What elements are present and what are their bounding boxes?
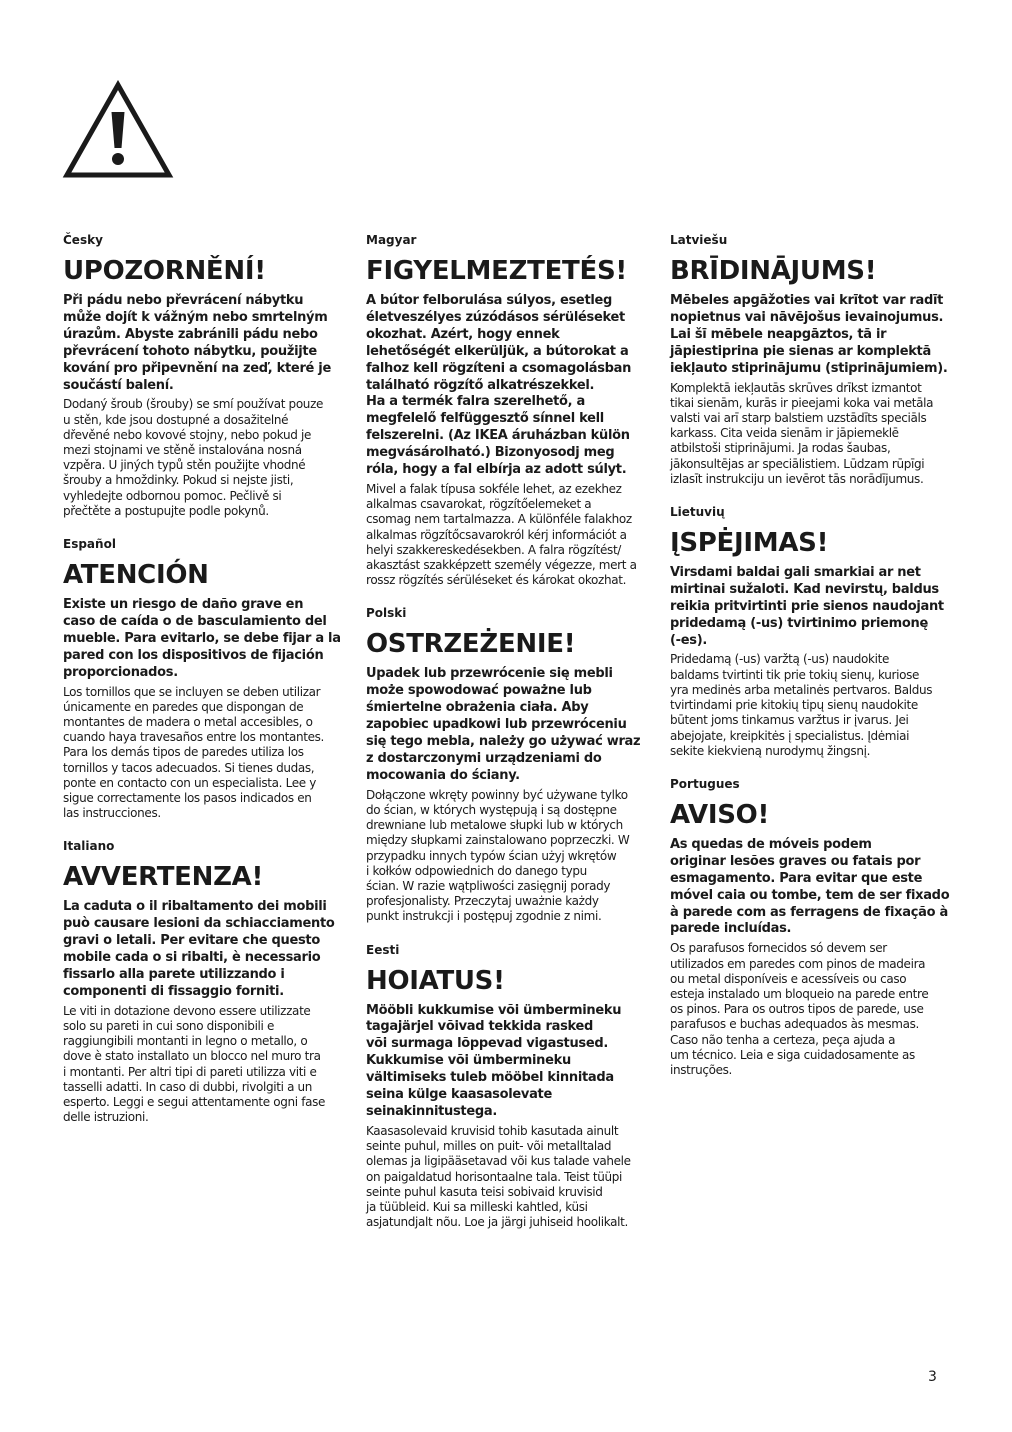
language-label: Lietuvių xyxy=(670,504,725,519)
language-label: Česky xyxy=(63,233,103,247)
warning-details: Dołączone wkręty powinny być używane tylko do ścian, w których występują i są dostępne drewniane lub metalowe słupki lub w których między słupkami zainstalowano poprzeczki. W przypadku innych typów ścian użyj wkrętów i kołków odpowiednich do danego typu ścian. W razie wątpliwości zasięgnij porady profesjonalisty. Przeczytaj uważnie każdy punkt instrukcji i postępuj zgodnie z nimi. xyxy=(366,787,630,924)
language-label: Polski xyxy=(366,606,407,621)
warning-details: Os parafusos fornecidos só devem ser utilizados em paredes com pinos de madeira ou metal disponíveis e acessíveis ou caso esteja instalado um bloqueio na parede entre os pinos. Para os outros tipos de parede, use parafusos e buchas adequados às mesmas. Caso não tenha a certeza, peça ajuda a um técnico. Leia e siga cuidadosamente as instruções. xyxy=(670,941,929,1077)
section-latvian xyxy=(670,232,952,487)
warning-title: FIGYELMEZTETÉS! xyxy=(366,256,627,286)
page-number: 3 xyxy=(928,1369,937,1385)
section-spanish xyxy=(63,536,345,821)
warning-details: Kaasasolevaid kruvisid tohib kasutada ainult seinte puhul, milles on puit- või metalltalad olemas ja ligipääsetavad või kus talade vahele on paigaldatud horisontaalne tala. Teist tüüpi seinte puhul kasuta teisi sobivaid kruvisid ja tüübleid. Kui sa milleski kahtled, küsi asjatundjalt nõu. Loe ja järgi juhiseid hoolikalt. xyxy=(366,1123,631,1230)
warning-summary: Existe un riesgo de daño grave en caso de caída o de basculamiento del mueble. Para evitarlo, se debe fijar a la pared con los dispositivos de fijación proporcionados. xyxy=(63,597,341,680)
warning-title: HOIATUS! xyxy=(366,965,505,996)
warning-summary: A bútor felborulása súlyos, esetleg életveszélyes zúzódásos sérüléseket okozhat. Azért, hogy ennek lehetőségét elkerüljük, a bútorokat a falhoz kell rögzíteni a csomagolásban található rögzítő alkatrészekkel. Ha a termék falra szerelhető, a megfelelő felfüggesztő sínnel kell felszerelni. (Az IKEA áruházban külön megvásárolható.) Bizonyosodj meg róla, hogy a fal elbírja az adott súlyt. xyxy=(366,293,632,478)
warning-summary: Mööbli kukkumise või ümbermineku tagajärjel võivad tekkida rasked või surmaga lõppevad vigastused. Kukkumise või ümbermineku vältimiseks tuleb mööbel kinnitada seina külge kaasasolevate seinakinnitustega. xyxy=(366,1002,622,1119)
section-estonian xyxy=(366,942,648,1231)
column-2 xyxy=(366,232,648,1247)
warning-summary: Při pádu nebo převrácení nábytku může dojít k vážným nebo smrtelným úrazům. Abyste zabránili pádu nebo převrácení tohoto nábytku, použijte kování pro připevnění na zeď, které je součástí balení. xyxy=(63,293,331,393)
section-portuguese xyxy=(670,776,952,1078)
warning-summary: Upadek lub przewrócenie się mebli może spowodować poważne lub śmiertelne obrażenia ciała. Aby zapobiec upadkowi lub przewróceniu się tego mebla, należy go używać wraz z dostarczonymi urządzeniami do mocowania do ściany. xyxy=(366,666,641,783)
section-lithuanian xyxy=(670,504,952,759)
warning-details: Pridedamą (-us) varžtą (-us) naudokite baldams tvirtinti tik prie tokių sienų, kuriose yra medinės arba metalinės pertvaros. Baldus tvirtindami prie kitokių tipų sienų naudokite būtent joms tinkamus varžtus ir įvarus. Jei abejojate, kreipkitės į specialistus. Įdėmiai sekite kiekvieną nurodymų žingsnį. xyxy=(670,652,933,758)
warning-title: OSTRZEŻENIE! xyxy=(366,629,576,660)
warning-title: BRĪDINĀJUMS! xyxy=(670,256,877,286)
warning-title: UPOZORNĚNÍ! xyxy=(63,256,266,286)
section-hungarian xyxy=(366,232,648,588)
language-label: Eesti xyxy=(366,942,400,957)
language-label: Portugues xyxy=(670,776,740,791)
language-label: Español xyxy=(63,537,116,552)
section-czech xyxy=(63,232,345,519)
warning-summary: Mēbeles apgāžoties vai krītot var radīt nopietnus vai nāvējošus ievainojumus. Lai šī mēbele neapgāztos, tā ir jāpiestiprina pie sienas ar komplektā iekļauto stiprinājumu (stiprinājumiem). xyxy=(670,293,948,376)
language-label: Latviešu xyxy=(670,233,728,247)
column-3 xyxy=(670,232,952,1095)
warning-summary: La caduta o il ribaltamento dei mobili può causare lesioni da schiacciamento gravi o letali. Per evitare che questo mobile cada o si ribalti, è necessario fissarlo alla parete utilizzando i componenti di fissaggio forniti. xyxy=(63,899,335,999)
language-label: Magyar xyxy=(366,233,417,247)
warning-details: Mivel a falak típusa sokféle lehet, az ezekhez alkalmas csavarokat, rögzítőelemeket a csomag nem tartalmazza. A különféle falakhoz alkalmas rögzítőcsavarokról kérj információt a helyi szakkereskedésekben. A falra rögzítést/ akasztást szakképzett személy végezze, mert a rossz rögzítés sérüléseket és károkat okozhat. xyxy=(366,481,637,588)
warning-title: AVVERTENZA! xyxy=(63,862,264,893)
warning-summary: Virsdami baldai gali smarkiai ar net mirtinai sužaloti. Kad nevirstų, baldus reikia pritvirtinti prie sienos naudojant pridedamą (-us) tvirtinimo priemonę (-es). xyxy=(670,564,944,648)
column-1 xyxy=(63,232,345,1142)
warning-title: ĮSPĖJIMAS! xyxy=(670,527,829,558)
warning-details: Dodaný šroub (šrouby) se smí používat pouze u stěn, kde jsou dostupné a dosažitelné dřevěné nebo kovové stojny, nebo pokud je mezi stojnami ve stěně instalována nosná vzpěra. U jiných typů stěn použijte vhodné šrouby a hmoždinky. Pokud si nejste jisti, vyhledejte odbornou pomoc. Pečlivě si přečtěte a postupujte podle pokynů. xyxy=(63,397,324,518)
warning-details: Komplektā iekļautās skrūves drīkst izmantot tikai sienām, kurās ir pieejami koka vai metāla valsti vai arī starp balstiem uzstādīts speciāls karkass. Cita veida sienām ir jāpiemeklē atbilstoši stiprinājumi. Ja rodas šaubas, jākonsultējas ar speciālistiem. Lūdzam rūpīgi izlasīt instrukciju un ievērot tās norādījumus. xyxy=(670,380,934,486)
warning-title: ATENCIÓN xyxy=(63,560,209,591)
warning-details: Los tornillos que se incluyen se deben utilizar únicamente en paredes que dispongan de montantes de madera o metal accesibles, o cuando haya travesaños entre los montantes. Para los demás tipos de paredes utiliza los tornillos y tacos adecuados. Si tienes dudas, ponte en contacto con un especialista. Lee y sigue correctamente los pasos indicados en las instrucciones. xyxy=(63,684,324,821)
warning-details: Le viti in dotazione devono essere utilizzate solo su pareti in cui sono disponibili e raggiungibili montanti in legno o metallo, o dove è stato installato un blocco nel muro tra i montanti. Per altri tipi di pareti utilizza viti e tasselli adatti. In caso di dubbi, rivolgiti a un esperto. Leggi e segui attentamente ogni fase delle istruzioni. xyxy=(63,1003,326,1125)
warning-triangle-icon xyxy=(62,80,174,180)
warning-summary: As quedas de móveis podem originar lesões graves ou fatais por esmagamento. Para evitar que este móvel caia ou tombe, tem de ser fixado à parede com as ferragens de fixação à parede incluídas. xyxy=(670,836,950,937)
warning-title: AVISO! xyxy=(670,799,770,830)
language-label: Italiano xyxy=(63,839,115,854)
section-polish xyxy=(366,605,648,924)
section-italian xyxy=(63,838,345,1125)
